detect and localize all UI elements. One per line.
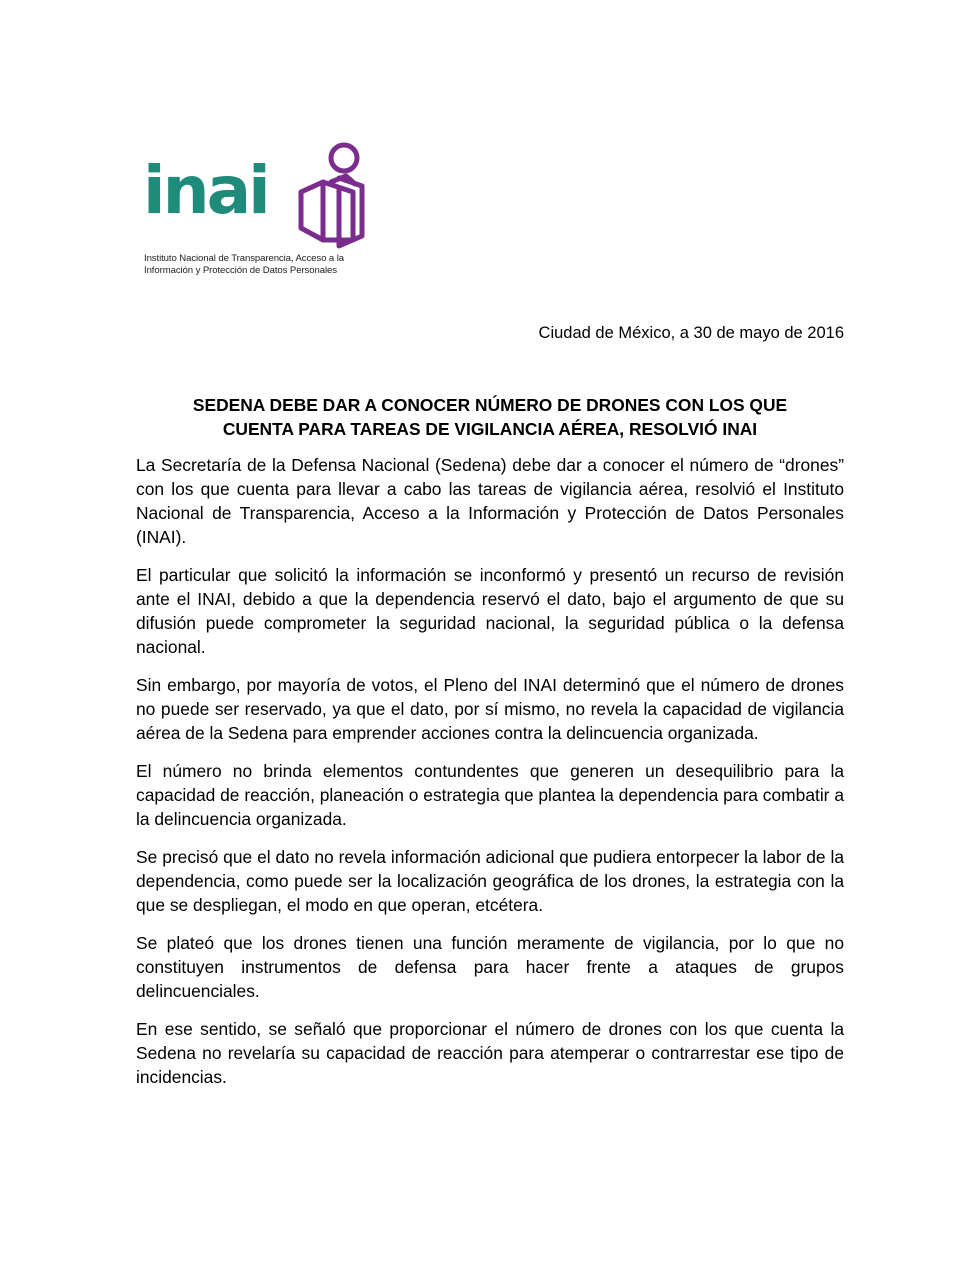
headline-line2: CUENTA PARA TAREAS DE VIGILANCIA AÉREA, RESOLVIÓ INAI [222, 419, 758, 439]
dateline: Ciudad de México, a 30 de mayo de 2016 [538, 324, 844, 342]
logo-subtitle-line1: Instituto Nacional de Transparencia, Acceso a la [144, 253, 344, 264]
logo-wordmark: inai [143, 152, 268, 229]
headline [136, 393, 844, 441]
logo-subtitle-line2: Información y Protección de Datos Personales [144, 265, 337, 276]
paragraph: La Secretaría de la Defensa Nacional (Sedena) debe dar a conocer el número de “drones” con los que cuenta para llevar a cabo las tareas de vigilancia aérea, resolvió el Instituto Nacional de Transparencia, Acceso a la Información y Protección de Datos Personales (INAI). [136, 455, 844, 547]
inai-emblem-icon [143, 140, 369, 252]
article-body [136, 453, 844, 1103]
logo-subtitle [144, 253, 344, 277]
headline-line1: SEDENA DEBE DAR A CONOCER NÚMERO DE DRONES CON LOS QUE [192, 395, 788, 415]
paragraph: El particular que solicitó la información se inconformó y presentó un recurso de revisión ante el INAI, debido a que la dependencia reservó el dato, bajo el argumento de que su difusión puede comprometer la seguridad nacional, la seguridad pública o la defensa nacional. [136, 565, 844, 657]
paragraph: Se plateó que los drones tienen una función meramente de vigilancia, por lo que no constituyen instrumentos de defensa para hacer frente a ataques de grupos delincuenciales. [136, 933, 844, 1001]
paragraph: Sin embargo, por mayoría de votos, el Pleno del INAI determinó que el número de drones no puede ser reservado, ya que el dato, por sí mismo, no revela la capacidad de vigilancia aérea de la Sedena para emprender acciones contra la delincuencia organizada. [136, 675, 844, 743]
paragraph: En ese sentido, se señaló que proporcionar el número de drones con los que cuenta la Sedena no revelaría su capacidad de reacción para atemperar o contrarrestar ese tipo de incidencias. [136, 1019, 844, 1087]
paragraph: Se precisó que el dato no revela información adicional que pudiera entorpecer la labor de la dependencia, como puede ser la localización geográfica de los drones, la estrategia con la que se despliegan, el modo en que operan, etcétera. [136, 847, 844, 915]
paragraph: El número no brinda elementos contundentes que generen un desequilibrio para la capacidad de reacción, planeación o estrategia que plantea la dependencia para combatir a la delincuencia organizada. [136, 761, 844, 829]
inai-logo [143, 140, 369, 280]
